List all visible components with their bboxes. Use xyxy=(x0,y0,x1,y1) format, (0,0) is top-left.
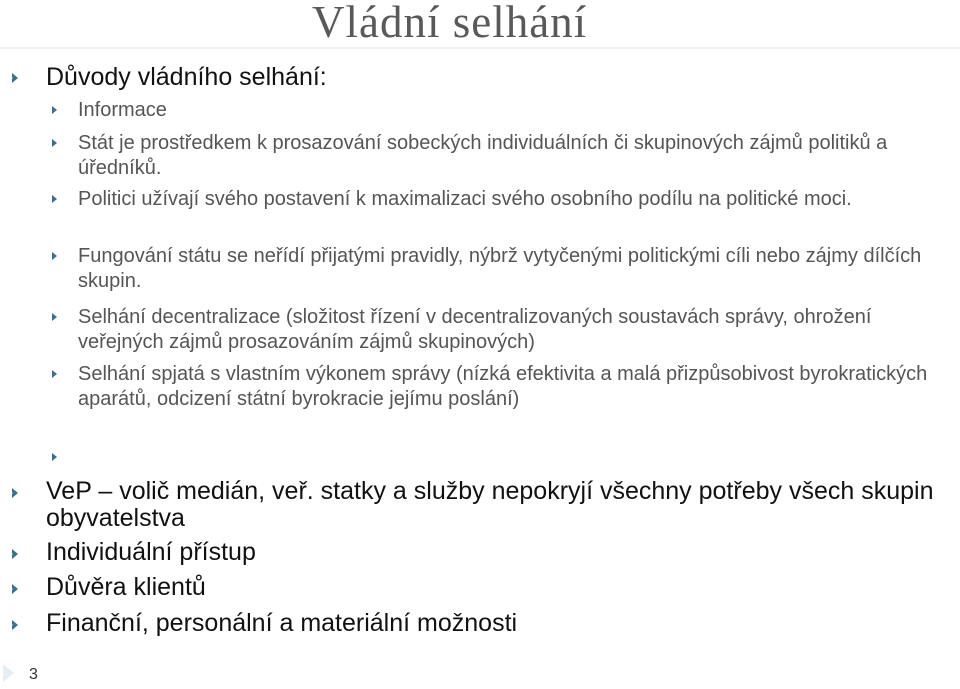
bullet-arrow-icon xyxy=(52,139,57,147)
bullet-arrow-icon xyxy=(12,488,18,498)
bullet-arrow-icon xyxy=(52,252,57,260)
slide-corner-decoration xyxy=(3,664,14,682)
bullet-item: Individuální přístup xyxy=(46,538,256,566)
bullet-arrow-icon xyxy=(12,584,18,594)
sub-bullet-item: Politici užívají svého postavení k maximalizaci svého osobního podílu na politické moci. xyxy=(78,188,852,210)
bullet-arrow-icon xyxy=(12,549,18,559)
title-divider xyxy=(0,47,960,49)
slide-number: 3 xyxy=(29,666,38,683)
sub-bullet-item: Selhání decentralizace (složitost řízení v decentralizovaných soustavách správy, ohrožení veřejných zájmů prosazováním zájmů skupinových) xyxy=(78,306,872,353)
bullet-arrow-icon xyxy=(52,195,57,203)
bullet-arrow-icon xyxy=(52,106,57,114)
bullet-arrow-icon xyxy=(52,370,57,378)
sub-bullet-item: Selhání spjatá s vlastním výkonem správy (nízká efektivita a malá přizpůsobivost byrokratických aparátů, odcizení státní byrokracie jejímu poslání) xyxy=(78,363,928,410)
bullet-item: VeP – volič medián, veř. statky a služby nepokryjí všechny potřeby všech skupin obyvatelstva xyxy=(46,477,934,532)
bullet-arrow-icon xyxy=(52,453,57,461)
bullet-arrow-icon xyxy=(12,73,18,83)
sub-bullet-item: Fungování státu se neřídí přijatými pravidly, nýbrž vytyčenými politickými cíli nebo zájmy dílčích skupin. xyxy=(78,245,922,292)
slide-title: Vládní selhání xyxy=(312,0,588,47)
sub-bullet-item: Stát je prostředkem k prosazování sobeckých individuálních či skupinových zájmů politiků a úředníků. xyxy=(78,132,888,179)
bullet-item: Finanční, personální a materiální možnosti xyxy=(46,609,518,637)
bullet-item: Důvody vládního selhání: xyxy=(46,63,327,91)
sub-bullet-item: Informace xyxy=(78,99,167,121)
bullet-arrow-icon xyxy=(52,313,57,321)
bullet-arrow-icon xyxy=(12,620,18,630)
bullet-item: Důvěra klientů xyxy=(46,573,206,601)
